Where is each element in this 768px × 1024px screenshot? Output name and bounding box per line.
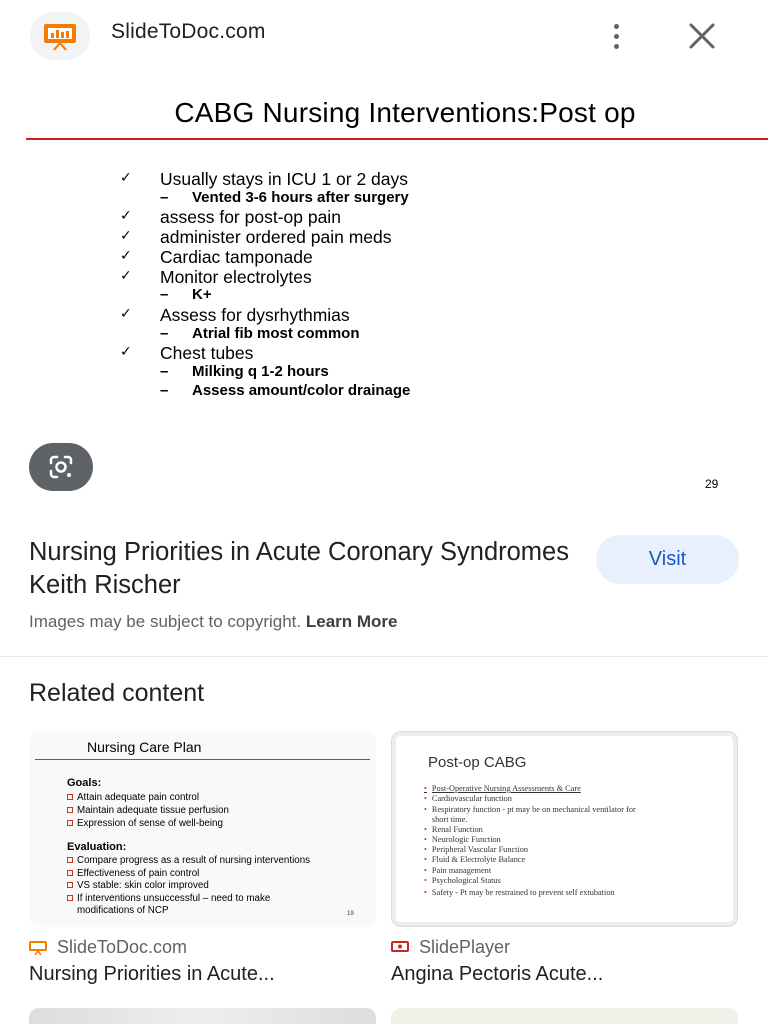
- thumb-line: short time.: [431, 815, 468, 824]
- thumb-title: Nursing Care Plan: [87, 739, 202, 755]
- thumb-line: • Respiratory function - pt may be on mechanical ventilator for: [424, 805, 636, 814]
- thumb-line: • Post-Operative Nursing Assessments & Care: [424, 784, 581, 793]
- thumb-line: Compare progress as a result of nursing interventions: [67, 855, 310, 866]
- viewer-header: [0, 0, 768, 80]
- slide-title: CABG Nursing Interventions:Post op: [174, 97, 636, 128]
- related-title[interactable]: Nursing Priorities in Acute...: [29, 963, 275, 985]
- more-vert-icon[interactable]: [600, 18, 632, 54]
- bullet-text: Chest tubes: [160, 343, 254, 364]
- thumb-slide: [396, 736, 733, 922]
- thumb-line: Effectiveness of pain control: [67, 868, 199, 879]
- thumb-line: Attain adequate pain control: [67, 792, 199, 803]
- result-title[interactable]: Nursing Priorities in Acute Coronary Syndromes Keith Rischer: [29, 538, 569, 599]
- google-lens-button[interactable]: [29, 443, 93, 491]
- slide-title-rule: [26, 138, 768, 140]
- bullet-text: Usually stays in ICU 1 or 2 days: [160, 169, 409, 189]
- related-card-thumbnail[interactable]: [391, 1008, 738, 1024]
- thumb-page-number: 19: [347, 911, 354, 917]
- dash-mark: –: [160, 324, 169, 342]
- bullet-text: Monitor electrolytes: [160, 266, 312, 287]
- related-content-heading: Related content: [29, 679, 205, 707]
- related-source-name: SlideToDoc.com: [57, 937, 188, 957]
- bullet-text: administer ordered pain meds: [160, 227, 392, 248]
- bullet-text: Cardiac tamponade: [160, 246, 313, 267]
- site-logo[interactable]: [30, 12, 90, 60]
- check-icon: ✓: [120, 207, 132, 224]
- bullet-text: Assess for dysrhythmias: [160, 304, 350, 325]
- related-source[interactable]: [29, 937, 187, 958]
- site-name[interactable]: SlideToDoc.com: [111, 20, 266, 43]
- presentation-icon: [29, 941, 47, 955]
- thumb-line: • Pain management: [424, 866, 492, 875]
- copyright-notice: [29, 612, 398, 632]
- thumb-line: • Cardiovascular function: [424, 794, 512, 803]
- related-source-name: SlidePlayer: [419, 937, 511, 957]
- copyright-text: Images may be subject to copyright.: [29, 612, 302, 631]
- bullet-text: Atrial fib most common: [192, 324, 360, 342]
- thumb-line: • Peripheral Vascular Function: [424, 845, 529, 854]
- google-lens-icon: [46, 452, 76, 482]
- slideplayer-icon: [391, 941, 409, 955]
- section-divider: [0, 656, 768, 657]
- related-title[interactable]: Angina Pectoris Acute...: [391, 963, 604, 985]
- thumb-line: • Safety - Pt may be restrained to prevent self extubation: [424, 888, 615, 897]
- slide-page-number: 29: [705, 477, 719, 491]
- thumb-title: Post-op CABG: [428, 754, 527, 771]
- dash-mark: –: [160, 381, 169, 399]
- dash-mark: –: [160, 363, 169, 381]
- bullet-text: K+: [192, 286, 212, 304]
- related-card-thumbnail[interactable]: [29, 1008, 376, 1024]
- check-icon: ✓: [120, 266, 132, 283]
- bullet-text: assess for post-op pain: [160, 207, 341, 228]
- bullet-text: Vented 3-6 hours after surgery: [192, 188, 409, 206]
- thumb-line: Expression of sense of well-being: [67, 818, 223, 829]
- thumb-line: • Fluid & Electrolyte Balance: [424, 855, 526, 864]
- related-card-thumbnail[interactable]: [29, 731, 376, 927]
- related-source[interactable]: [391, 937, 510, 958]
- thumb-rule: [35, 759, 370, 760]
- thumb-line: • Renal Function: [424, 825, 483, 834]
- thumb-line: modifications of NCP: [77, 905, 169, 916]
- check-icon: ✓: [120, 343, 132, 360]
- check-icon: ✓: [120, 304, 132, 321]
- thumb-line: • Neurologic Function: [424, 835, 501, 844]
- close-icon[interactable]: [684, 18, 720, 54]
- presentation-icon: [42, 21, 78, 51]
- learn-more-link[interactable]: Learn More: [305, 612, 398, 631]
- thumb-line: VS stable: skin color improved: [67, 880, 209, 891]
- related-card-thumbnail[interactable]: [391, 731, 738, 927]
- check-icon: ✓: [120, 246, 132, 263]
- dash-mark: –: [160, 188, 169, 206]
- slide-image[interactable]: [0, 80, 768, 510]
- dash-mark: –: [160, 286, 169, 304]
- check-icon: ✓: [120, 169, 132, 185]
- bullet-text: Assess amount/color drainage: [192, 381, 411, 399]
- thumb-line: Maintain adequate tissue perfusion: [67, 805, 229, 816]
- thumb-eval-heading: Evaluation:: [67, 841, 127, 853]
- visit-button[interactable]: Visit: [596, 535, 739, 584]
- thumb-goals-heading: Goals:: [67, 777, 102, 789]
- check-icon: ✓: [120, 227, 132, 244]
- thumb-line: • Psychological Status: [424, 876, 501, 885]
- bullet-text: Milking q 1-2 hours: [192, 363, 329, 381]
- thumb-line: If interventions unsuccessful – need to make: [67, 893, 270, 904]
